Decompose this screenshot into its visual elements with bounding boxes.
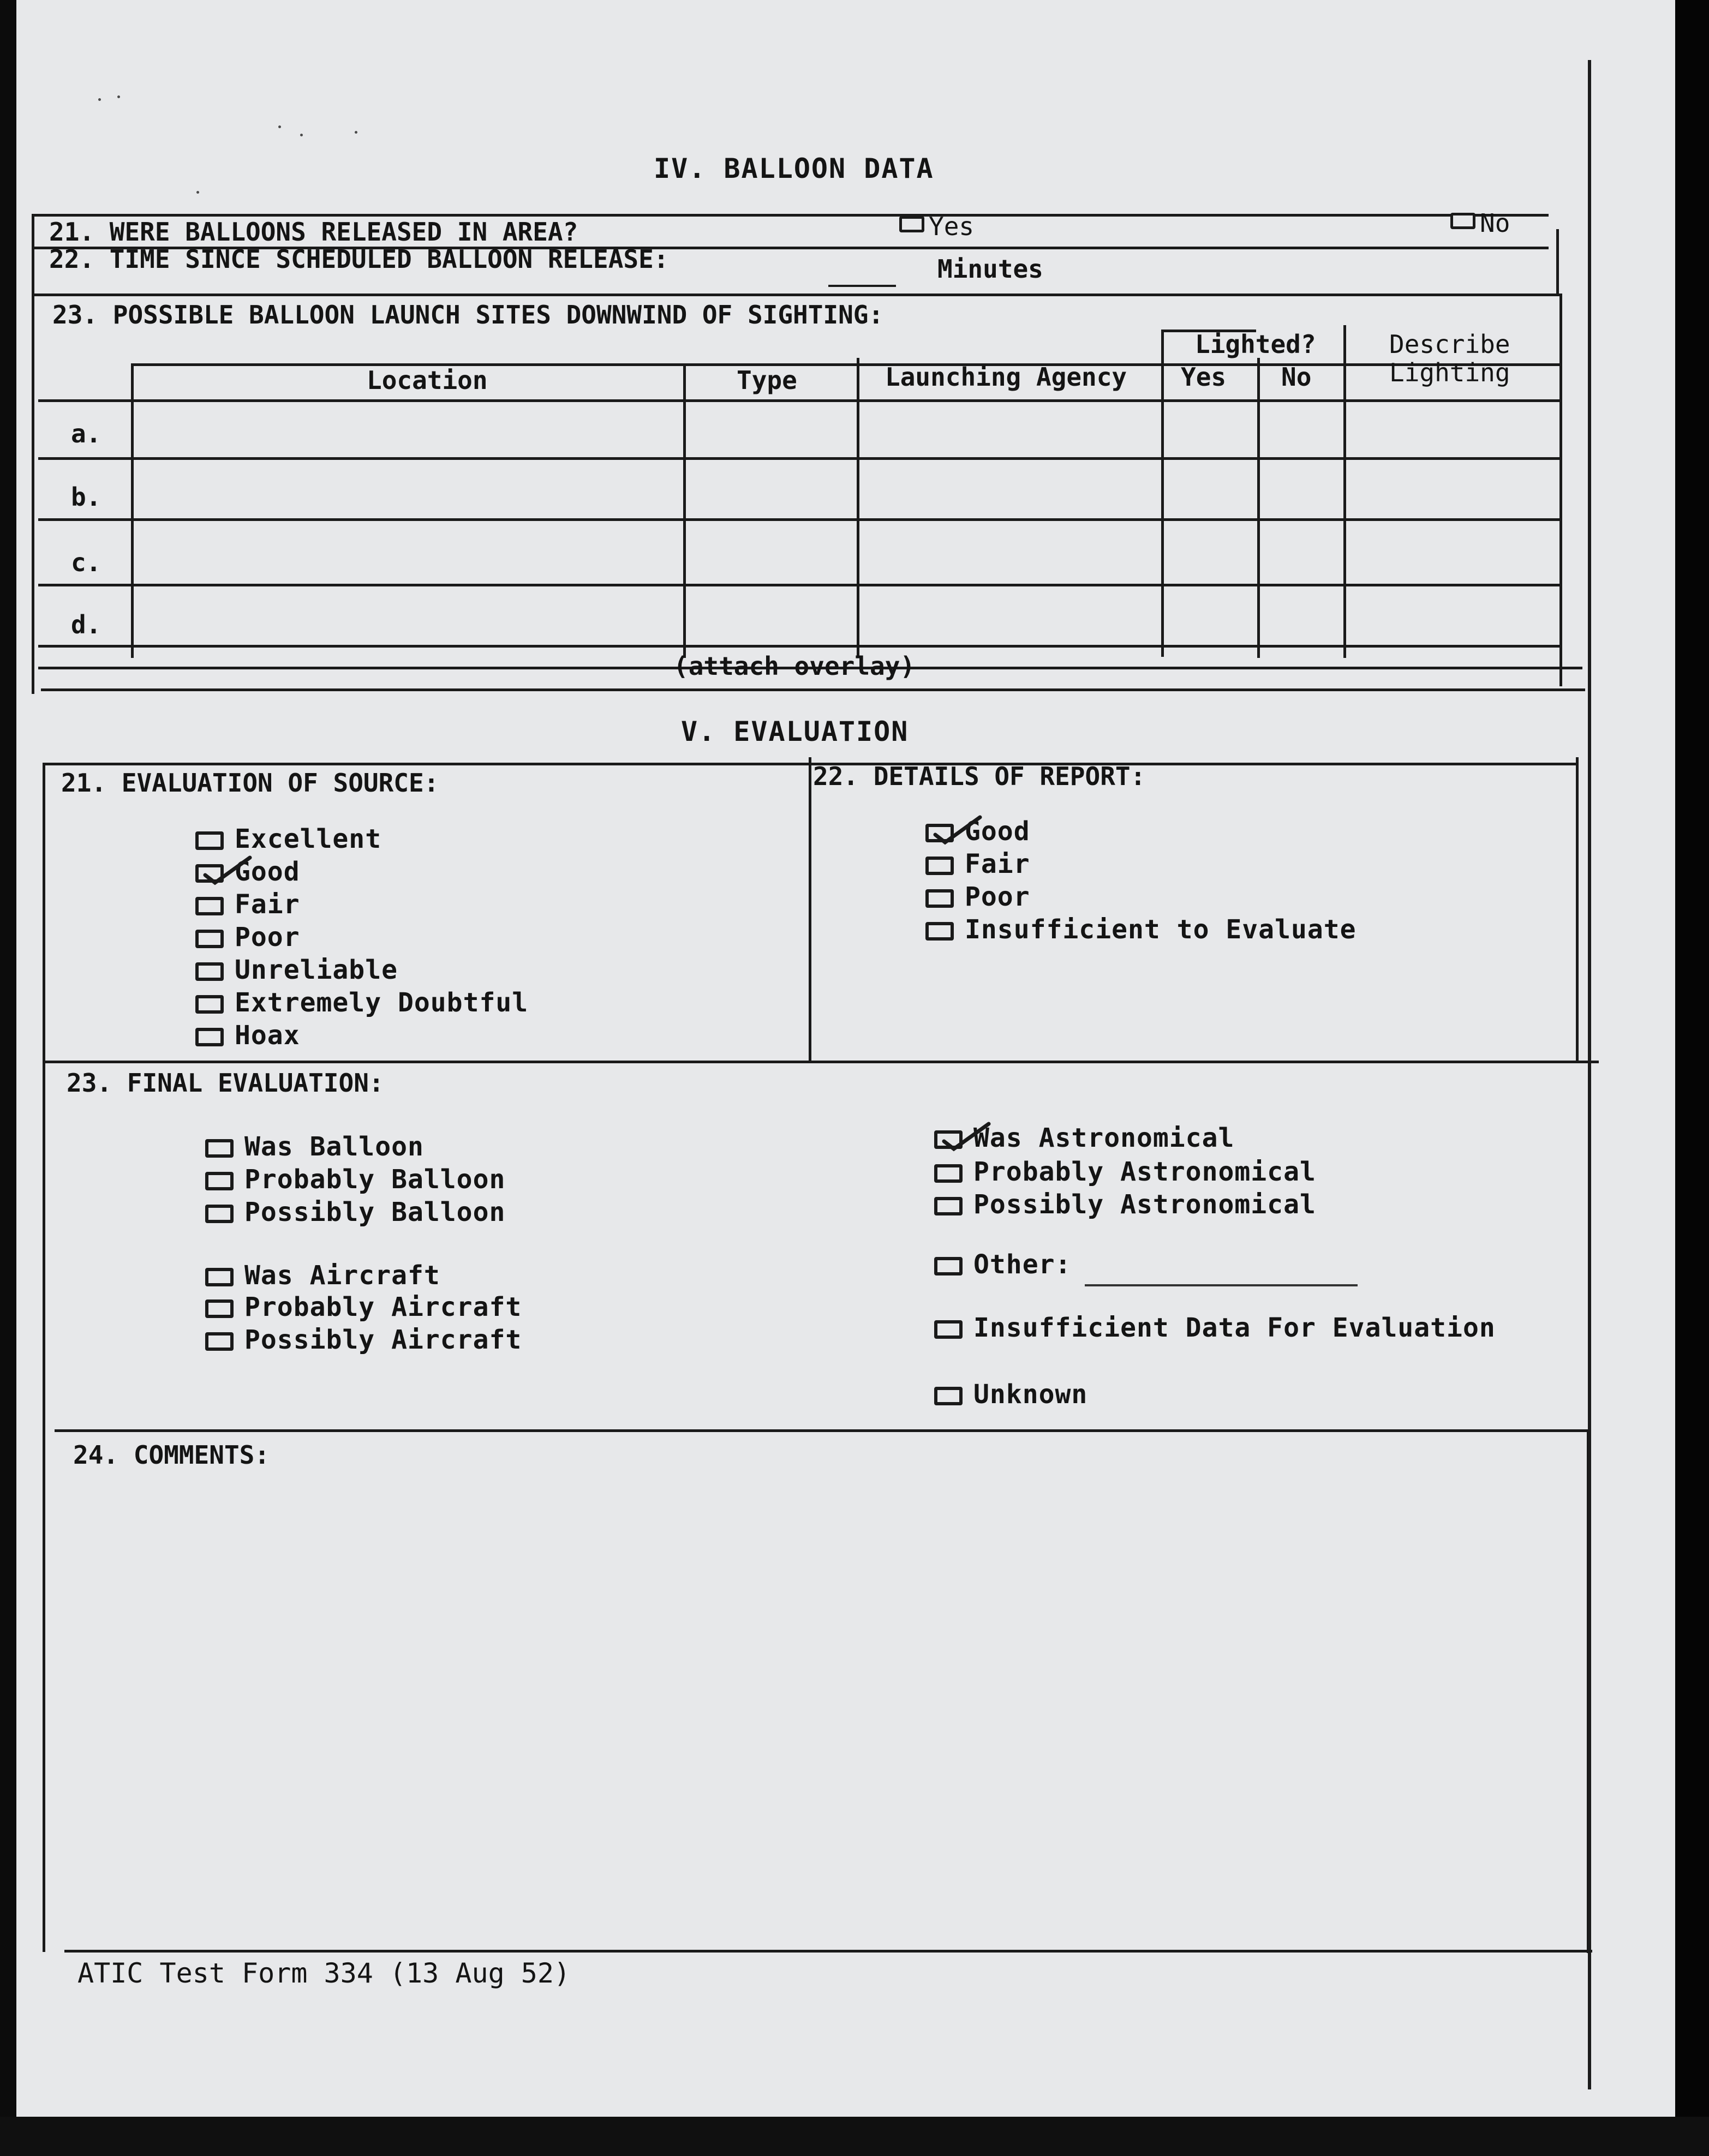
speck <box>196 191 199 194</box>
q22-unit: Minutes <box>937 254 1043 284</box>
was-aircraft-label: Was Aircraft <box>244 1260 440 1291</box>
poor-checkbox[interactable] <box>925 889 954 908</box>
unknown-label: Unknown <box>973 1379 1088 1410</box>
fair-checkbox[interactable] <box>195 897 224 915</box>
fair-checkbox[interactable] <box>925 857 954 875</box>
col-describe-2: Lighting <box>1389 358 1510 387</box>
poor-label: Poor <box>235 922 300 953</box>
other-label: Other: <box>973 1249 1072 1280</box>
rule <box>32 214 1549 217</box>
fair-label: Fair <box>965 849 1030 879</box>
rule <box>1343 325 1346 658</box>
col-type: Type <box>737 366 797 395</box>
col-agency: Launching Agency <box>885 362 1127 392</box>
good-label: Good <box>235 857 300 887</box>
was-balloon-label: Was Balloon <box>244 1131 424 1162</box>
other-blank[interactable] <box>1085 1284 1358 1286</box>
excellent-label: Excellent <box>235 824 382 854</box>
form-page <box>16 0 1697 2117</box>
possibly-aircraft-label: Possibly Aircraft <box>244 1325 522 1355</box>
speck <box>355 131 357 134</box>
hoax-label: Hoax <box>235 1020 300 1051</box>
row-c-label: c. <box>71 548 101 577</box>
rule <box>1556 229 1559 295</box>
insufficient-to-evaluate-checkbox[interactable] <box>925 922 954 941</box>
possibly-aircraft-checkbox[interactable] <box>205 1332 234 1351</box>
was-aircraft-checkbox[interactable] <box>205 1268 234 1286</box>
checkmark-icon <box>934 1118 994 1157</box>
probably-aircraft-label: Probably Aircraft <box>244 1292 522 1322</box>
comments-area[interactable] <box>76 1484 1571 1942</box>
poor-label: Poor <box>965 882 1030 912</box>
extremely-doubtful-checkbox[interactable] <box>195 995 224 1014</box>
poor-checkbox[interactable] <box>195 930 224 948</box>
rule <box>43 763 45 1952</box>
comments-label: 24. COMMENTS: <box>73 1440 270 1470</box>
speck <box>300 134 303 136</box>
rule <box>683 363 686 658</box>
excellent-checkbox[interactable] <box>195 831 224 850</box>
rule <box>64 1950 1592 1953</box>
insufficient-to-evaluate-label: Insufficient to Evaluate <box>965 914 1357 945</box>
fair-label: Fair <box>235 889 300 920</box>
details-label: 22. DETAILS OF REPORT: <box>813 762 1146 791</box>
insufficient-data-for-evaluation-checkbox[interactable] <box>934 1320 963 1339</box>
rule <box>1257 358 1260 658</box>
rule <box>131 363 134 658</box>
possibly-astronomical-checkbox[interactable] <box>934 1197 963 1215</box>
unreliable-checkbox[interactable] <box>195 962 224 981</box>
probably-balloon-label: Probably Balloon <box>244 1164 506 1195</box>
rule <box>857 358 859 658</box>
q23-label: 23. POSSIBLE BALLOON LAUNCH SITES DOWNWIND OF SIGHTING: <box>52 300 884 330</box>
was-astronomical-label: Was Astronomical <box>973 1123 1235 1153</box>
col-location: Location <box>367 366 488 395</box>
row-b-label: b. <box>71 482 101 512</box>
form-id: ATIC Test Form 334 (13 Aug 52) <box>77 1957 571 1989</box>
rule <box>38 645 1561 648</box>
q22-minutes-blank[interactable] <box>828 285 896 287</box>
q22-label: 22. TIME SINCE SCHEDULED BALLOON RELEASE: <box>49 244 669 274</box>
final-label: 23. FINAL EVALUATION: <box>67 1068 384 1098</box>
possibly-balloon-checkbox[interactable] <box>205 1205 234 1223</box>
row-a-label: a. <box>71 419 101 448</box>
rule <box>41 688 1585 691</box>
q21-label: 21. WERE BALLOONS RELEASED IN AREA? <box>49 217 578 247</box>
was-balloon-checkbox[interactable] <box>205 1139 234 1158</box>
possibly-balloon-label: Possibly Balloon <box>244 1197 506 1227</box>
unknown-checkbox[interactable] <box>934 1387 963 1405</box>
probably-astronomical-checkbox[interactable] <box>934 1164 963 1183</box>
rule <box>1161 330 1164 657</box>
checkmark-icon <box>925 812 985 850</box>
row-d-label: d. <box>71 610 101 639</box>
col-lighted-no: No <box>1281 362 1312 392</box>
scan-edge <box>0 2117 1709 2156</box>
hoax-checkbox[interactable] <box>195 1028 224 1046</box>
q21-no-label: No <box>1480 208 1510 238</box>
probably-astronomical-label: Probably Astronomical <box>973 1157 1316 1187</box>
rule <box>809 757 811 1063</box>
q21-no-checkbox[interactable] <box>1450 213 1475 229</box>
speck <box>117 95 120 98</box>
checkmark-icon <box>195 852 255 890</box>
attach-overlay-note: (attach overlay) <box>673 651 916 681</box>
rule <box>55 1429 1588 1432</box>
scan-edge <box>1675 0 1709 2156</box>
col-lighted: Lighted? <box>1195 330 1316 359</box>
rule <box>38 457 1561 460</box>
rule <box>1559 294 1562 686</box>
rule <box>32 294 1559 296</box>
insufficient-data-for-evaluation-label: Insufficient Data For Evaluation <box>973 1313 1496 1343</box>
speck <box>98 98 101 101</box>
rule <box>38 518 1561 521</box>
other-checkbox[interactable] <box>934 1257 963 1275</box>
good-label: Good <box>965 816 1030 847</box>
extremely-doubtful-label: Extremely Doubtful <box>235 987 529 1018</box>
col-lighted-yes: Yes <box>1181 362 1227 392</box>
rule <box>38 584 1561 586</box>
q21-yes-checkbox[interactable] <box>899 216 924 232</box>
rule <box>38 399 1561 402</box>
section-v-title: V. EVALUATION <box>681 716 909 747</box>
speck <box>278 125 281 128</box>
rule <box>1588 60 1591 2089</box>
q21-yes-label: Yes <box>929 212 975 241</box>
section-iv-title: IV. BALLOON DATA <box>654 153 934 184</box>
col-describe-1: Describe <box>1389 330 1510 359</box>
source-label: 21. EVALUATION OF SOURCE: <box>61 768 439 798</box>
rule <box>32 214 34 694</box>
possibly-astronomical-label: Possibly Astronomical <box>973 1189 1316 1220</box>
rule <box>1576 757 1579 1063</box>
unreliable-label: Unreliable <box>235 955 398 985</box>
probably-aircraft-checkbox[interactable] <box>205 1299 234 1318</box>
rule <box>44 1061 1599 1063</box>
probably-balloon-checkbox[interactable] <box>205 1172 234 1190</box>
